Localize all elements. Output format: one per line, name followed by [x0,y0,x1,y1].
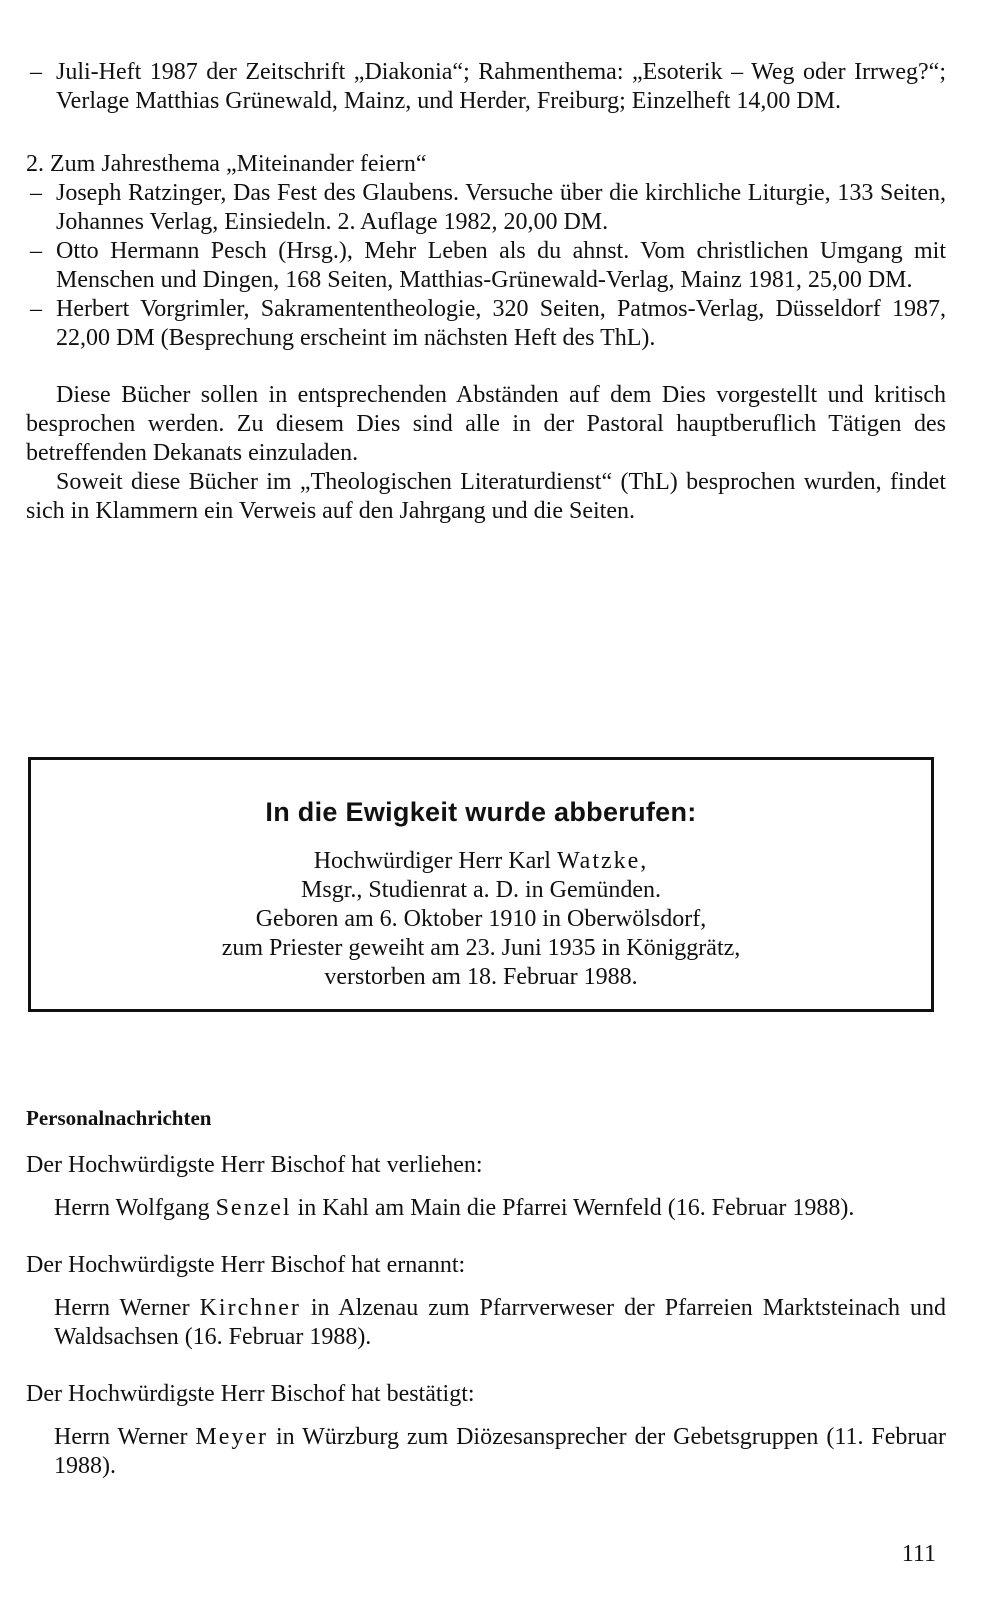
list-item-text: Otto Hermann Pesch (Hrsg.), Mehr Leben als du ahnst. Vom christlichen Umgang mit Menschen und Dingen, 168 Seiten, Matthias-Grünewald-Verlag, Mainz 1981, 25,00 DM. [56,238,946,293]
entry-prefix: Herrn Wolfgang [54,1195,210,1221]
list-item [26,295,946,353]
obituary-line: verstorben am 18. Februar 1988. [324,964,638,990]
entry-text: in Würzburg zum Diözesansprecher der Gebetsgruppen (11. Februar 1988). [54,1424,947,1479]
obituary-line: zum Priester geweiht am 23. Juni 1935 in Königgrätz, [221,935,741,961]
announcement-intro: Der Hochwürdigste Herr Bischof hat ernannt: [26,1252,466,1278]
obituary-line: Msgr., Studienrat a. D. in Gemünden. [301,877,661,903]
paragraph: Soweit diese Bücher im „Theologischen Literaturdienst“ (ThL) besprochen wurden, findet sich in Klammern ein Verweis auf den Jahrgang und die Seiten. [26,469,946,524]
list-item [26,237,946,295]
entry-name: Senzel [215,1195,292,1221]
dash-bullet: – [30,59,42,85]
obituary-line-prefix: Hochwürdiger Herr Karl [313,848,551,874]
announcement-intro: Der Hochwürdigste Herr Bischof hat bestätigt: [26,1381,475,1407]
obituary-box [28,757,934,1012]
main-text [26,58,946,526]
list-item [26,58,946,116]
paragraph: Diese Bücher sollen in entsprechenden Abständen auf dem Dies vorgestellt und kritisch besprochen werden. Zu diesem Dies sind alle in der Pastoral hauptberuflich Tätigen des betreffenden Dekanats einzuladen. [26,382,946,466]
entry-prefix: Herrn Werner [54,1424,188,1450]
announcement-entry [26,1294,946,1352]
entry-text: in Alzenau zum Pfarrverweser der Pfarreien Marktsteinach und Waldsachsen (16. Februar 1988). [54,1295,947,1350]
personal-news [26,1104,946,1509]
obituary-title: In die Ewigkeit wurde abberufen: [265,797,697,827]
obituary-name: Watzke, [556,848,649,874]
announcement-entry [26,1194,946,1223]
paragraphs [26,381,946,526]
entry-name: Kirchner [199,1295,301,1321]
dash-bullet: – [30,238,42,264]
list-item-text: Juli-Heft 1987 der Zeitschrift „Diakonia“; Rahmenthema: „Esoterik – Weg oder Irrweg?“; Verlage Matthias Grünewald, Mainz, und Herder, Freiburg; Einzelheft 14,00 DM. [56,59,946,114]
obituary-line: Geboren am 6. Oktober 1910 in Oberwölsdorf, [255,906,707,932]
list-item [26,179,946,237]
entry-prefix: Herrn Werner [54,1295,190,1321]
obituary-line [31,847,931,876]
page-number: 111 [901,1541,936,1567]
dash-bullet: – [30,296,42,322]
dash-bullet: – [30,180,42,206]
announcement-intro: Der Hochwürdigste Herr Bischof hat verliehen: [26,1152,483,1178]
section-heading: 2. Zum Jahresthema „Miteinander feiern“ [26,151,427,177]
list-item-text: Herbert Vorgrimler, Sakramententheologie, 320 Seiten, Patmos-Verlag, Düsseldorf 1987, 22,00 DM (Besprechung erscheint im nächsten Heft des ThL). [56,296,946,351]
entry-text: in Kahl am Main die Pfarrei Wernfeld (16. Februar 1988). [297,1195,855,1221]
announcement-entry [26,1423,946,1481]
entry-name: Meyer [195,1424,269,1450]
list-item-text: Joseph Ratzinger, Das Fest des Glaubens. Versuche über die kirchliche Liturgie, 133 Seiten, Johannes Verlag, Einsiedeln. 2. Auflage 1982, 20,00 DM. [56,180,946,235]
personal-heading: Personalnachrichten [26,1106,212,1130]
